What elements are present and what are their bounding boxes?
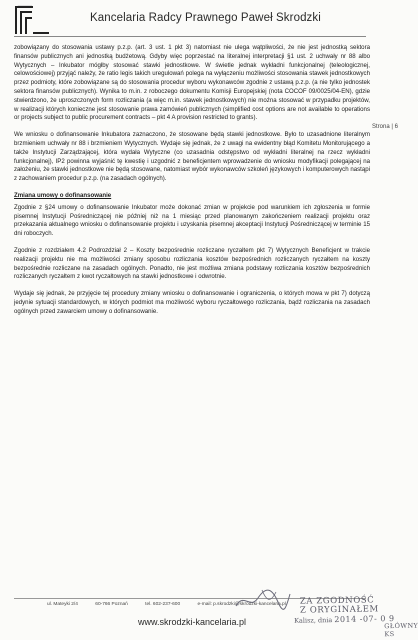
stamp-line-2: Z ORYGINAŁEM (299, 604, 379, 616)
stamp-role: GŁÓWNY KS (384, 621, 418, 639)
footer-phone: tel. 602-237-600 (145, 602, 181, 607)
footer-email: e-mail: p.skrodzki@skrodzki-kancelaria.pl (197, 602, 286, 607)
stamp-line-3 (294, 614, 398, 626)
footer-address: ul. Mateyki 2/4 (47, 602, 78, 607)
section-heading: Zmiana umowy o dofinansowanie (14, 191, 112, 199)
header-divider (14, 36, 366, 37)
stamp-place: Kalisz, dnia (294, 616, 333, 625)
certification-stamp (280, 595, 418, 639)
paragraph-5: Wydaje się jednak, że przyjęcie tej procedury zmiany wniosku o dofinansowanie i ograniczenia, o których mowa w pkt 7) dotyczą jedynie sytuacji standardowych, w których podmiot ma możliwość wyboru ryczałtowego rozliczania, bądź rozliczania na zasadach ogólnych przed zawarciem umowy o dofinansowanie. (14, 290, 370, 315)
paragraph-2: We wniosku o dofinansowanie Inkubatora zaznaczono, że stosowane będą stawki jednostkowe. Było to uzasadnione literalnym brzmieniem uchwały nr 88 i brzmieniem Wytycznych. Wydaje się jednak, że z uwagi na ewidentny błąd Komitetu Monitorującego a także Instytucji Zarządzającej, która wydała Wytyczne (co uzasadnia odstępstwo od wykładni literalnej na rzecz wykładni funkcjonalnej), IP2 powinna wyjaśnić tę kwestię i uzgodnić z beneficjentem wprowadzenie do wniosku modyfikacji polegającej na założeniu, że stawki jednostkowe nie będą stosowane, natomiast wybór wykonawców szkoleń językowych i komputerowych nastąpi z zachowaniem procedur p.z.p. (na zasadach ogólnych). (14, 131, 370, 183)
page-number: Strona | 6 (372, 124, 398, 130)
document-body (14, 44, 370, 325)
footer-city: 60-766 Poznań (95, 602, 128, 607)
stamp-line-1: ZA ZGODNOŚĆ (299, 595, 375, 607)
footer-website: www.skrodzki-kancelaria.pl (138, 617, 247, 627)
paragraph-3: Zgodnie z §24 umowy o dofinansowanie Inkubator może dokonać zmian w projekcie pod warunkiem ich zgłoszenia w formie pisemnej Instytucji Pośredniczącej nie później niż na 1 miesiąc przed planowanym zakończeniem realizacji projektu oraz przekazania aktualnego wniosku o dofinansowanie projektu i uzyskania pisemnej akceptacji Instytucji Pośredniczącej w terminie 15 dni roboczych. (14, 203, 370, 238)
paragraph-4: Zgodnie z rozdziałem 4.2 Podrozdział 2 – Koszty bezpośrednie rozliczane ryczałtem pkt 7) Wytycznych Beneficjent w trakcie realizacji projektu nie ma możliwości zmiany sposobu rozliczania kosztów bezpośrednich rozliczanych ryczałtem na koszty bezpośrednie rozliczane na zasadach ogólnych. Ponadto, nie jest możliwa zmiana podstawy rozliczania kosztów bezpośrednich rozliczanych ryczałtem z kwot ryczałtowych na stawki jednostkowe i odwrotnie. (14, 246, 370, 281)
firm-logo-icon (14, 5, 50, 35)
stamp-date: 2014 -07- 0 9 (334, 614, 395, 625)
paragraph-1: zobowiązany do stosowania ustawy p.z.p. (art. 3 ust. 1 pkt 3) natomiast nie ulega wątpliwości, że nie jest jednostką sektora finansów publicznych ani jednostką budżetową. Gdyby więc poprzestać na literalnej interpretacji §1 ust. 2 uchwały nr 88 albo Wytycznych – Inkubator mógłby stosować stawki jednostkowe. W świetle jednak wykładni funkcjonalnej (teleologicznej, celowościowej) przyjąć należy, że ratio legis takich uregulowań polega na wyłączeniu możliwości stosowania stawek jednostkowych przez podmioty, które zobowiązane są do stosowania procedur wyboru wykonawców zgodnie z ustawą p.z.p. (a nie tylko jednostek sektora finansów publicznych). Wynika to m.in. z roboczego dokumentu Komisji Europejskiej (nota COCOF 09/0025/04-EN), gdzie stwierdzono, że uproszczonych form rozliczania (a więc m.in. stawek jednostkowych) nie można stosować w przypadku projektów, w realizacji których konieczne jest stosowanie prawa zamówień publicznych (simplified cost options are not available to operations or projects subject to public procurement contracts – pkt 4 A provision restricted to grants). (14, 44, 370, 122)
firm-name: Kancelaria Radcy Prawnego Paweł Skrodzki (90, 12, 321, 24)
